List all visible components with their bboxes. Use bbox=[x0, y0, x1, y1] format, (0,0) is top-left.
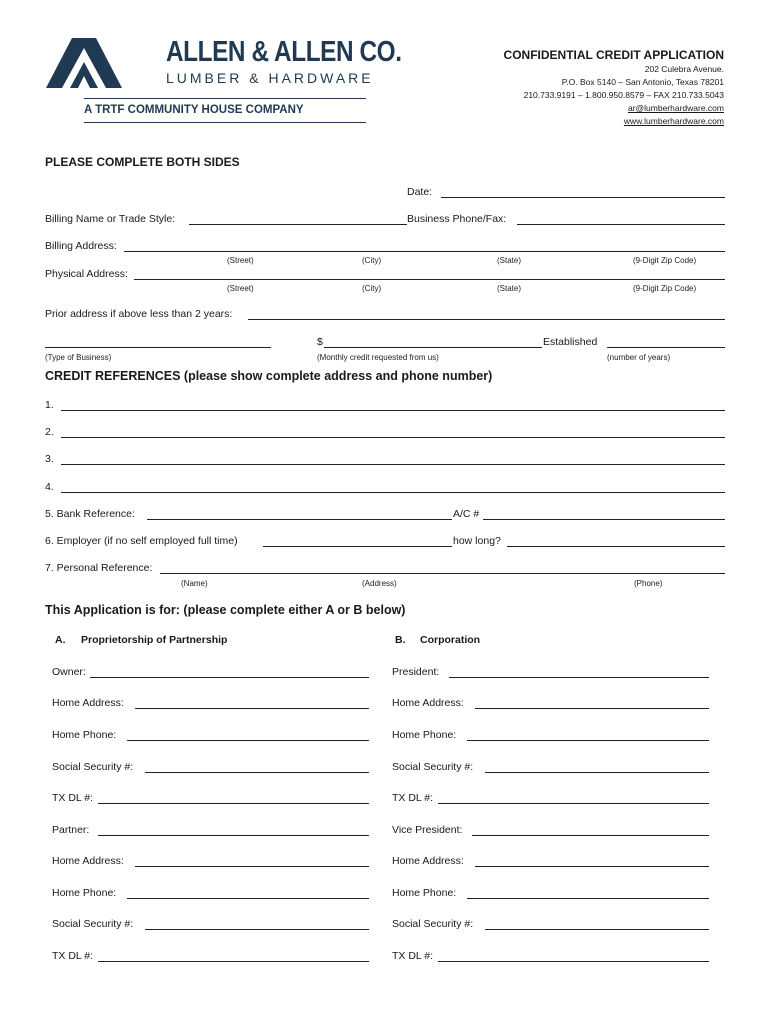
reference-number-1: 1. bbox=[45, 399, 54, 411]
president-txdl-label: TX DL #: bbox=[392, 792, 434, 804]
reference-field-2[interactable] bbox=[61, 437, 725, 438]
date-label: Date: bbox=[407, 186, 433, 198]
header-phones: 210.733.9191 – 1.800.950.8579 – FAX 210.733.5043 bbox=[523, 90, 724, 100]
personal-address-caption: (Address) bbox=[362, 579, 397, 588]
physical-street-caption: (Street) bbox=[227, 284, 254, 293]
president-field[interactable] bbox=[449, 677, 709, 678]
physical-state-caption: (State) bbox=[497, 284, 522, 293]
company-tagline: A TRTF COMMUNITY HOUSE COMPANY bbox=[84, 104, 304, 116]
bank-reference-label: 5. Bank Reference: bbox=[45, 508, 135, 520]
business-phone-field[interactable] bbox=[517, 224, 725, 225]
president-home-address-field[interactable] bbox=[475, 708, 709, 709]
billing-name-field[interactable] bbox=[189, 224, 407, 225]
reference-number-3: 3. bbox=[45, 453, 54, 465]
billing-zip-caption: (9-Digit Zip Code) bbox=[633, 256, 697, 265]
prior-address-label: Prior address if above less than 2 years: bbox=[45, 308, 233, 320]
vp-txdl-label: TX DL #: bbox=[392, 950, 434, 962]
physical-zip-caption: (9-Digit Zip Code) bbox=[633, 284, 697, 293]
established-label: Established bbox=[543, 336, 598, 348]
reference-field-3[interactable] bbox=[61, 464, 725, 465]
billing-state-caption: (State) bbox=[497, 256, 522, 265]
partner-home-address-label: Home Address: bbox=[52, 855, 124, 867]
section-b-title: Corporation bbox=[420, 634, 481, 646]
how-long-field[interactable] bbox=[507, 546, 725, 547]
references-heading: CREDIT REFERENCES (please show complete address and phone number) bbox=[45, 369, 493, 383]
billing-street-caption: (Street) bbox=[227, 256, 254, 265]
how-long-label: how long? bbox=[453, 535, 501, 547]
header-address1: 202 Culebra Avenue. bbox=[644, 64, 724, 74]
president-label: President: bbox=[392, 666, 440, 678]
employer-field[interactable] bbox=[263, 546, 452, 547]
business-phone-label: Business Phone/Fax: bbox=[407, 213, 507, 225]
reference-field-4[interactable] bbox=[61, 492, 725, 493]
form-title: CONFIDENTIAL CREDIT APPLICATION bbox=[503, 48, 724, 62]
company-subtitle: LUMBER & HARDWARE bbox=[166, 70, 374, 86]
tagline-divider bbox=[84, 122, 366, 123]
section-b-letter: B. bbox=[395, 634, 406, 646]
owner-txdl-field[interactable] bbox=[98, 803, 369, 804]
email-link[interactable]: ar@lumberhardware.com bbox=[627, 103, 724, 113]
president-home-phone-field[interactable] bbox=[467, 740, 709, 741]
established-field[interactable] bbox=[607, 347, 725, 348]
vp-home-phone-field[interactable] bbox=[467, 898, 709, 899]
owner-ssn-label: Social Security #: bbox=[52, 761, 134, 773]
bank-reference-field[interactable] bbox=[147, 519, 452, 520]
monthly-credit-caption: (Monthly credit requested from us) bbox=[317, 353, 439, 362]
president-ssn-label: Social Security #: bbox=[392, 761, 474, 773]
owner-home-address-label: Home Address: bbox=[52, 697, 124, 709]
partner-home-address-field[interactable] bbox=[135, 866, 369, 867]
account-number-label: A/C # bbox=[453, 508, 480, 520]
vp-ssn-label: Social Security #: bbox=[392, 918, 474, 930]
personal-reference-field[interactable] bbox=[160, 573, 725, 574]
president-home-phone-label: Home Phone: bbox=[392, 729, 457, 741]
vice-president-label: Vice President: bbox=[392, 824, 463, 836]
owner-home-address-field[interactable] bbox=[135, 708, 369, 709]
dollar-sign: $ bbox=[317, 336, 323, 348]
personal-phone-caption: (Phone) bbox=[634, 579, 663, 588]
type-of-business-caption: (Type of Business) bbox=[45, 353, 112, 362]
president-ssn-field[interactable] bbox=[485, 772, 709, 773]
partner-txdl-field[interactable] bbox=[98, 961, 369, 962]
reference-number-4: 4. bbox=[45, 481, 54, 493]
date-field[interactable] bbox=[441, 197, 725, 198]
vp-home-address-field[interactable] bbox=[475, 866, 709, 867]
personal-name-caption: (Name) bbox=[181, 579, 208, 588]
partner-home-phone-field[interactable] bbox=[127, 898, 369, 899]
partner-field[interactable] bbox=[98, 835, 369, 836]
monthly-credit-field[interactable] bbox=[324, 347, 542, 348]
partner-txdl-label: TX DL #: bbox=[52, 950, 94, 962]
owner-txdl-label: TX DL #: bbox=[52, 792, 94, 804]
president-home-address-label: Home Address: bbox=[392, 697, 464, 709]
partner-ssn-label: Social Security #: bbox=[52, 918, 134, 930]
partner-ssn-field[interactable] bbox=[145, 929, 369, 930]
president-txdl-field[interactable] bbox=[438, 803, 709, 804]
physical-address-label: Physical Address: bbox=[45, 268, 128, 280]
billing-address-label: Billing Address: bbox=[45, 240, 117, 252]
website-link[interactable]: www.lumberhardware.com bbox=[623, 116, 724, 126]
vp-home-phone-label: Home Phone: bbox=[392, 887, 457, 899]
billing-city-caption: (City) bbox=[362, 256, 382, 265]
logo-mark-icon bbox=[44, 36, 124, 90]
vice-president-field[interactable] bbox=[472, 835, 709, 836]
owner-home-phone-field[interactable] bbox=[127, 740, 369, 741]
type-of-business-field[interactable] bbox=[45, 347, 271, 348]
owner-field[interactable] bbox=[90, 677, 369, 678]
section-a-title: Proprietorship of Partnership bbox=[81, 634, 228, 646]
company-logo bbox=[44, 36, 402, 126]
reference-field-1[interactable] bbox=[61, 410, 725, 411]
company-name: ALLEN & ALLEN CO. bbox=[166, 36, 402, 68]
owner-label: Owner: bbox=[52, 666, 86, 678]
reference-number-2: 2. bbox=[45, 426, 54, 438]
physical-city-caption: (City) bbox=[362, 284, 382, 293]
application-heading: This Application is for: (please complete either A or B below) bbox=[45, 603, 406, 617]
years-caption: (number of years) bbox=[607, 353, 671, 362]
personal-reference-label: 7. Personal Reference: bbox=[45, 562, 153, 574]
partner-home-phone-label: Home Phone: bbox=[52, 887, 117, 899]
logo-divider bbox=[84, 98, 366, 99]
owner-home-phone-label: Home Phone: bbox=[52, 729, 117, 741]
physical-address-field[interactable] bbox=[134, 279, 725, 280]
billing-name-label: Billing Name or Trade Style: bbox=[45, 213, 176, 225]
employer-label: 6. Employer (if no self employed full time) bbox=[45, 535, 238, 547]
owner-ssn-field[interactable] bbox=[145, 772, 369, 773]
header-address2: P.O. Box 5140 – San Antonio, Texas 78201 bbox=[561, 77, 724, 87]
prior-address-field[interactable] bbox=[248, 319, 725, 320]
vp-ssn-field[interactable] bbox=[485, 929, 709, 930]
vp-home-address-label: Home Address: bbox=[392, 855, 464, 867]
partner-label: Partner: bbox=[52, 824, 90, 836]
vp-txdl-field[interactable] bbox=[438, 961, 709, 962]
instruction-heading: PLEASE COMPLETE BOTH SIDES bbox=[45, 155, 240, 169]
billing-address-field[interactable] bbox=[124, 251, 725, 252]
section-a-letter: A. bbox=[55, 634, 66, 646]
account-number-field[interactable] bbox=[483, 519, 725, 520]
